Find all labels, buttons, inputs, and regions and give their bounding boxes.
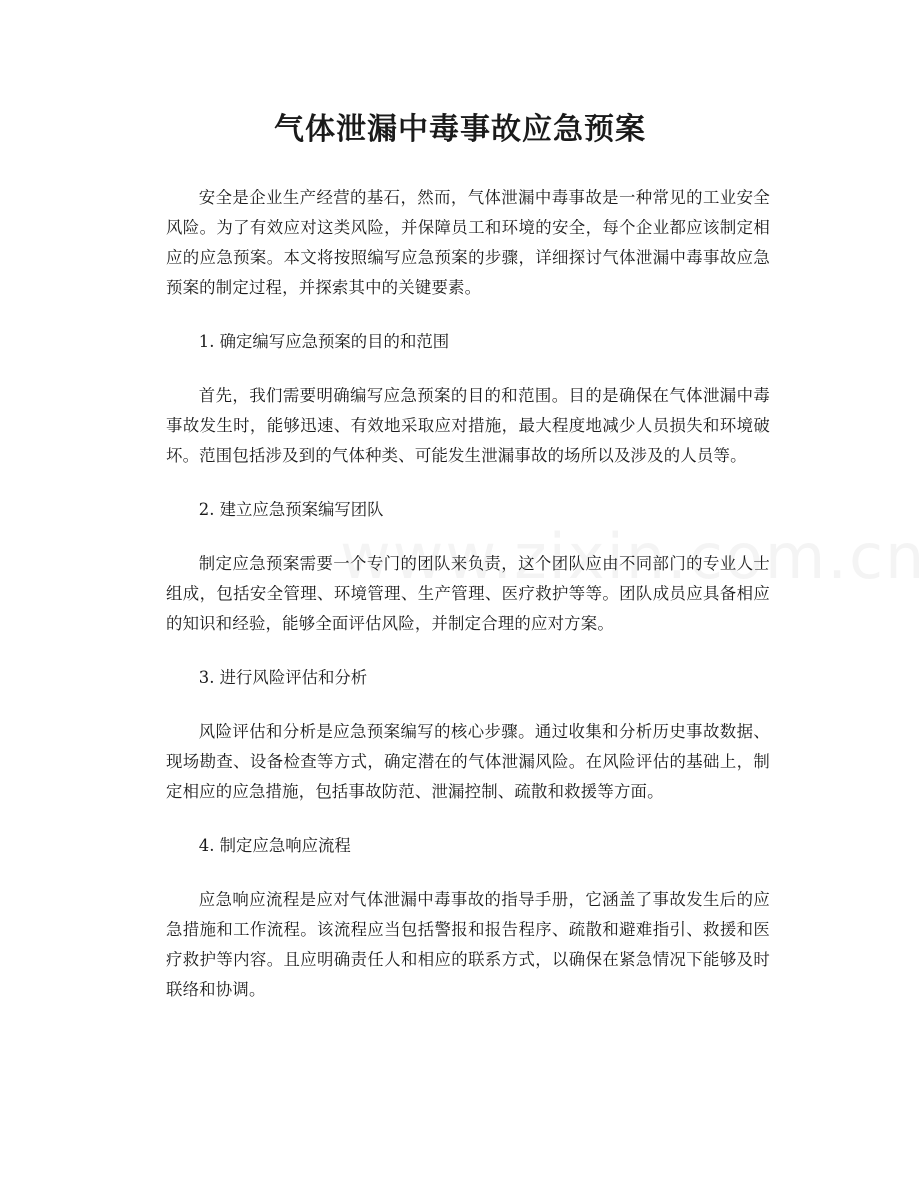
section-body-4: 应急响应流程是应对气体泄漏中毒事故的指导手册，它涵盖了事故发生后的应急措施和工作流程。该流程应当包括警报和报告程序、疏散和避难指引、救援和医疗救护等内容。且应明确责任人和相应的联系方式，以确保在紧急情况下能够及时联络和协调。 xyxy=(166,890,770,999)
document-title: 气体泄漏中毒事故应急预案 xyxy=(274,112,646,147)
section-body-1: 首先，我们需要明确编写应急预案的目的和范围。目的是确保在气体泄漏中毒事故发生时，能够迅速、有效地采取应对措施，最大程度地减少人员损失和环境破坏。范围包括涉及到的气体种类、可能发生泄漏事故的场所以及涉及的人员等。 xyxy=(166,386,770,465)
section-body-3: 风险评估和分析是应急预案编写的核心步骤。通过收集和分析历史事故数据、现场勘查、设备检查等方式，确定潜在的气体泄漏风险。在风险评估的基础上，制定相应的应急措施，包括事故防范、泄漏控制、疏散和救援等方面。 xyxy=(166,722,770,801)
section-heading-4: 4. 制定应急响应流程 xyxy=(198,836,351,855)
section-heading-1: 1. 确定编写应急预案的目的和范围 xyxy=(198,332,450,351)
section-heading-3: 3. 进行风险评估和分析 xyxy=(198,668,368,687)
section-body-2: 制定应急预案需要一个专门的团队来负责，这个团队应由不同部门的专业人士组成，包括安全管理、环境管理、生产管理、医疗救护等等。团队成员应具备相应的知识和经验，能够全面评估风险，并制定合理的应对方案。 xyxy=(166,554,770,633)
section-heading-2: 2. 建立应急预案编写团队 xyxy=(198,500,384,519)
intro-paragraph: 安全是企业生产经营的基石，然而，气体泄漏中毒事故是一种常见的工业安全风险。为了有效应对这类风险，并保障员工和环境的安全，每个企业都应该制定相应的应急预案。本文将按照编写应急预案的步骤，详细探讨气体泄漏中毒事故应急预案的制定过程，并探索其中的关键要素。 xyxy=(166,188,770,297)
document-body xyxy=(166,183,770,1029)
